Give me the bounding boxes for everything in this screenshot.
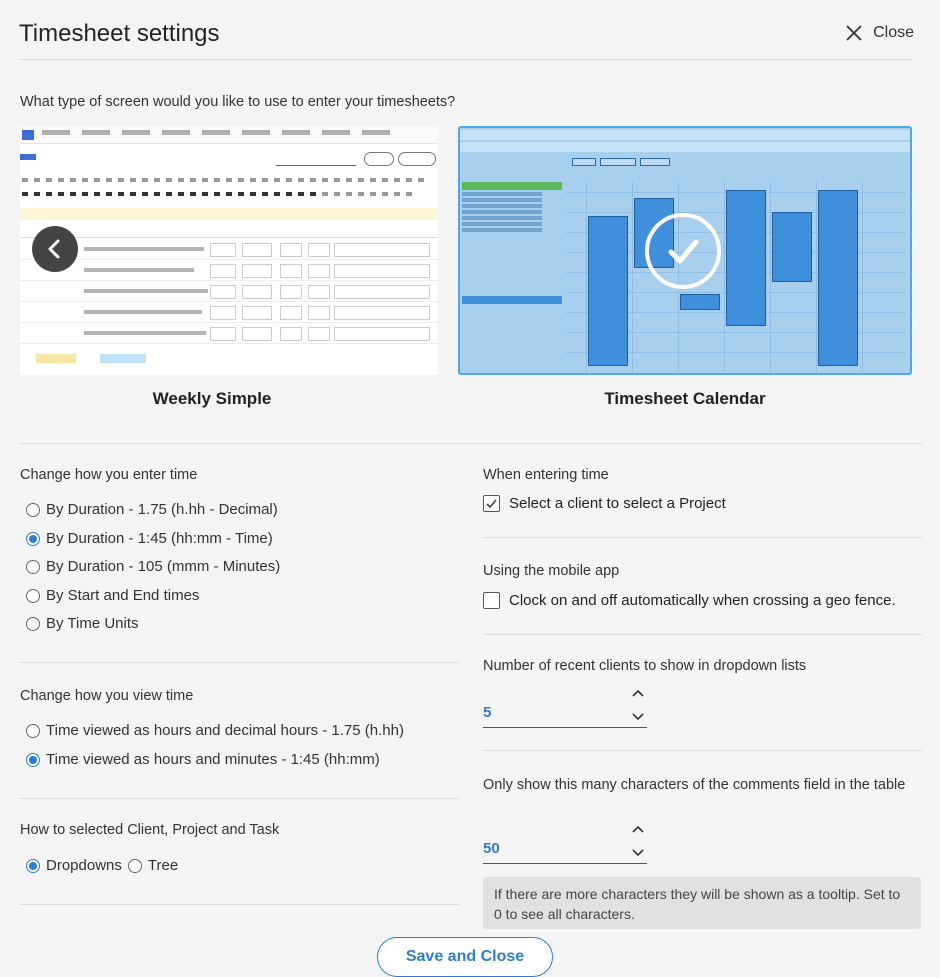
- timesheet-calendar-caption[interactable]: Timesheet Calendar: [604, 389, 766, 408]
- radio-label: Dropdowns: [46, 857, 122, 874]
- checkbox-checked[interactable]: [483, 495, 500, 512]
- chevron-down-icon: [631, 848, 645, 858]
- divider: [20, 798, 459, 799]
- radio-button-selected[interactable]: [26, 532, 40, 546]
- weekly-simple-caption[interactable]: Weekly Simple: [152, 389, 272, 408]
- chevron-up-icon: [631, 688, 645, 698]
- checkbox-unchecked[interactable]: [483, 592, 500, 609]
- radio-label: Time viewed as hours and decimal hours - 1.75 (h.hh): [46, 722, 404, 739]
- entering-time-title: When entering time: [483, 467, 609, 483]
- divider: [20, 662, 459, 663]
- divider: [483, 750, 922, 751]
- dialog-header: [0, 0, 940, 62]
- radio-button[interactable]: [26, 503, 40, 517]
- screen-type-question: What type of screen would you like to use to enter your timesheets?: [20, 94, 456, 110]
- radio-button-selected[interactable]: [26, 859, 40, 873]
- mobile-app-title: Using the mobile app: [483, 563, 620, 579]
- chevron-left-icon: [44, 238, 66, 260]
- radio-label: By Duration - 1:45 (hh:mm - Time): [46, 530, 273, 547]
- divider: [20, 443, 922, 444]
- radio-button[interactable]: [26, 589, 40, 603]
- radio-button[interactable]: [26, 560, 40, 574]
- timesheet-calendar-preview[interactable]: [458, 126, 912, 375]
- save-and-close-button[interactable]: Save and Close: [377, 937, 553, 977]
- enter-time-option-units[interactable]: [26, 615, 139, 632]
- recent-clients-title: Number of recent clients to show in dropdown lists: [483, 658, 807, 674]
- select-mode-option-tree[interactable]: [128, 857, 178, 874]
- close-label: Close: [873, 24, 914, 41]
- radio-button-selected[interactable]: [26, 753, 40, 767]
- radio-button[interactable]: [26, 724, 40, 738]
- view-time-title: Change how you view time: [20, 688, 194, 704]
- enter-time-option-decimal[interactable]: [26, 501, 278, 518]
- divider: [483, 537, 922, 538]
- select-mode-title: How to selected Client, Project and Task: [20, 822, 280, 838]
- radio-label: Tree: [147, 857, 179, 874]
- number-value: 50: [483, 840, 500, 857]
- divider: [483, 634, 922, 635]
- radio-label: By Start and End times: [46, 587, 200, 604]
- previous-arrow-button[interactable]: [32, 226, 78, 272]
- radio-label: Time viewed as hours and minutes - 1:45 (hh:mm): [46, 751, 380, 768]
- radio-label: By Duration - 1.75 (h.hh - Decimal): [46, 501, 278, 518]
- enter-time-title: Change how you enter time: [20, 467, 198, 483]
- view-time-option-hhmm[interactable]: [26, 751, 380, 768]
- view-time-option-decimal[interactable]: [26, 722, 404, 739]
- select-client-checkbox-row[interactable]: [483, 495, 726, 512]
- select-mode-option-dropdowns[interactable]: [26, 857, 122, 874]
- enter-time-option-minutes[interactable]: [26, 558, 280, 575]
- enter-time-option-time[interactable]: [26, 530, 273, 547]
- chevron-up-icon: [631, 824, 645, 834]
- radio-label: By Time Units: [46, 615, 139, 632]
- dialog-title: Timesheet settings: [19, 20, 220, 47]
- radio-label: By Duration - 105 (mmm - Minutes): [46, 558, 281, 575]
- divider: [19, 59, 912, 60]
- comment-chars-title: Only show this many characters of the comments field in the table: [483, 777, 906, 793]
- comment-chars-hint: If there are more characters they will be shown as a tooltip. Set to 0 to see all characters.: [483, 877, 921, 929]
- divider: [20, 904, 459, 905]
- chevron-down-icon: [631, 712, 645, 722]
- close-icon: [845, 24, 863, 42]
- radio-button[interactable]: [26, 617, 40, 631]
- close-button[interactable]: [845, 24, 914, 42]
- number-stepper[interactable]: [631, 824, 645, 858]
- radio-button[interactable]: [128, 859, 142, 873]
- geo-fence-checkbox-row[interactable]: [483, 592, 896, 609]
- check-icon: [485, 497, 498, 510]
- dialog-footer: [0, 930, 940, 977]
- enter-time-option-start-end[interactable]: [26, 587, 199, 604]
- weekly-simple-preview[interactable]: [20, 126, 438, 375]
- comment-chars-number-input[interactable]: [483, 832, 647, 864]
- checkbox-label: Select a client to select a Project: [509, 495, 726, 512]
- checkbox-label: Clock on and off automatically when crossing a geo fence.: [509, 592, 896, 609]
- selected-check-icon: [645, 213, 721, 289]
- recent-clients-number-input[interactable]: [483, 696, 647, 728]
- number-value: 5: [483, 704, 492, 721]
- number-stepper[interactable]: [631, 688, 645, 722]
- select-mode-options: [26, 857, 178, 874]
